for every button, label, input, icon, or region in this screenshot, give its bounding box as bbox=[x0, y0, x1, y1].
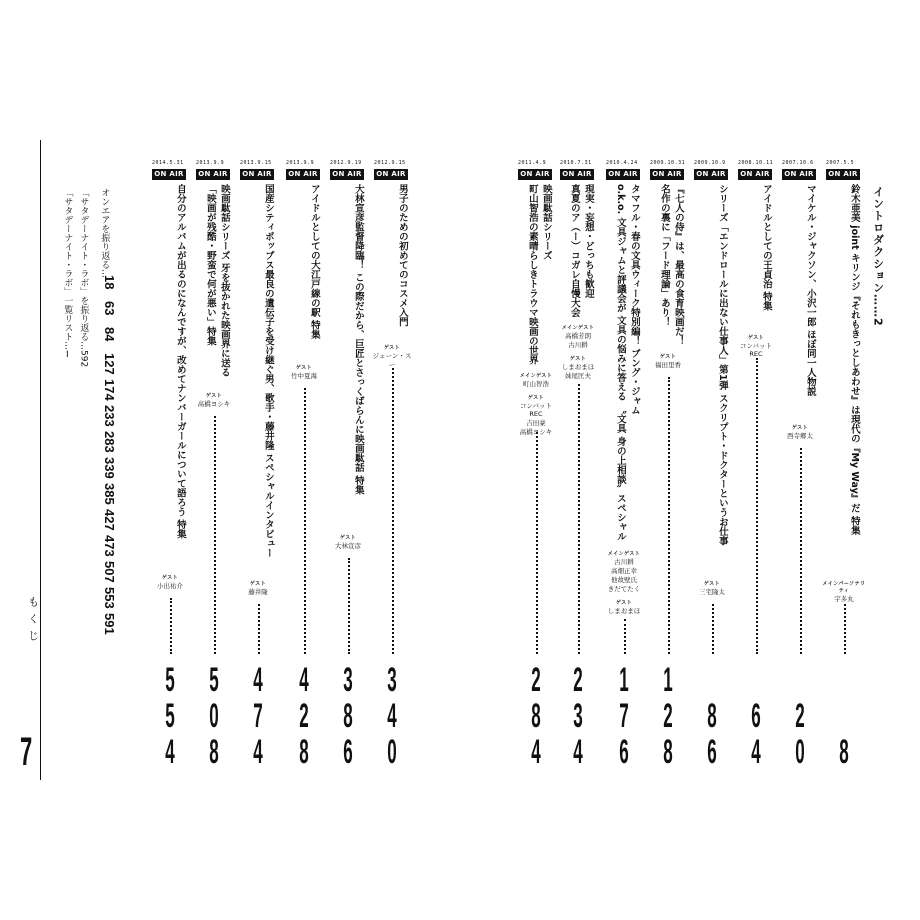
guest-name: 西寺郷太 bbox=[787, 432, 813, 440]
entry-title-line: マイケル・ジャクソン、小沢一郎 ほぼ同一人物説 bbox=[804, 184, 816, 397]
entry-title-line: 町山智浩の素晴らしきトラウマ映画の世界 bbox=[526, 184, 538, 365]
leader-dots bbox=[392, 368, 394, 654]
guest-name: 高橋芳朗 bbox=[565, 332, 591, 341]
entry-page-number bbox=[782, 698, 818, 770]
leader-dots bbox=[348, 558, 350, 654]
entry-title-line: 男子のための初めてのコスメ入門 bbox=[396, 184, 408, 327]
guest-block bbox=[646, 353, 690, 369]
guest-role: ゲスト bbox=[791, 425, 809, 431]
page-digit: 8 bbox=[663, 733, 673, 771]
page-digit: 5 bbox=[165, 661, 175, 699]
guest-block bbox=[326, 534, 370, 550]
page-digit: 8 bbox=[531, 697, 541, 735]
onair-page-list bbox=[96, 275, 118, 639]
guest-role: ゲスト bbox=[527, 395, 545, 402]
on-air-badge: ON AIR bbox=[330, 169, 364, 180]
entry-page-number bbox=[240, 662, 276, 770]
page-digit: 0 bbox=[209, 697, 219, 735]
air-date: 2007.10.6 bbox=[782, 160, 814, 166]
entry-page-number bbox=[650, 662, 686, 770]
page-digit: 3 bbox=[343, 661, 353, 699]
air-date: 2010.4.24 bbox=[606, 160, 638, 166]
toc-entry[interactable] bbox=[152, 160, 188, 770]
page-digit: 0 bbox=[795, 733, 805, 771]
guest-role: ゲスト bbox=[747, 335, 765, 341]
entry-page-number bbox=[826, 734, 862, 770]
guest-role: ゲスト bbox=[205, 392, 223, 399]
toc-entry[interactable] bbox=[650, 160, 686, 770]
page-digit: 8 bbox=[299, 733, 309, 771]
on-air-badge: ON AIR bbox=[240, 169, 274, 180]
labo-review-entry[interactable]: 「サタデーナイト・ラボ」を振り返る…592 bbox=[78, 188, 89, 368]
guest-block bbox=[148, 574, 192, 590]
entry-page-number bbox=[330, 662, 366, 770]
onair-page-number[interactable]: 63 bbox=[102, 301, 117, 316]
on-air-badge: ON AIR bbox=[606, 169, 640, 180]
page-digit: 4 bbox=[387, 697, 397, 735]
guest-block bbox=[236, 580, 280, 596]
air-date: 2013.9.15 bbox=[240, 160, 272, 166]
guest-name: 大林宣彦 bbox=[335, 542, 361, 550]
guest-name: コンバットREC bbox=[739, 342, 773, 358]
leader-dots bbox=[668, 377, 670, 654]
page-digit: 5 bbox=[209, 661, 219, 699]
entry-title-line: 大林宣彦監督降臨！ この際だから、巨匠とさっくばらんに映画駄話 特集 bbox=[352, 184, 364, 495]
page-number: 7 bbox=[20, 730, 33, 774]
onair-page-number[interactable]: 553 bbox=[102, 587, 117, 609]
toc-entry[interactable] bbox=[738, 160, 774, 770]
entry-title-line: 鈴木亜美 joint キリンジ『それもきっとしあわせ』は現代の『My Way』だ 特集 bbox=[848, 184, 860, 536]
on-air-badge: ON AIR bbox=[738, 169, 772, 180]
toc-entry[interactable] bbox=[694, 160, 730, 770]
onair-page-number[interactable]: 385 bbox=[102, 483, 117, 505]
labo-list-entry[interactable]: 「サタデーナイト・ラボ」一覧リスト…Ⅰ bbox=[62, 188, 73, 360]
entry-page-number bbox=[560, 662, 596, 770]
entry-title-line: タマフル・春の文具ウィーク特別編！ ブング・ジャム bbox=[628, 184, 640, 416]
air-date: 2008.10.11 bbox=[738, 160, 774, 166]
on-air-badge: ON AIR bbox=[826, 169, 860, 180]
page-digit: 6 bbox=[751, 697, 761, 735]
page-digit: 1 bbox=[663, 661, 673, 699]
page-digit: 1 bbox=[619, 661, 629, 699]
air-date: 2010.7.31 bbox=[560, 160, 592, 166]
on-air-badge: ON AIR bbox=[374, 169, 408, 180]
page-digit: 4 bbox=[165, 733, 175, 771]
on-air-badge: ON AIR bbox=[286, 169, 320, 180]
guest-role: ゲスト bbox=[249, 581, 267, 587]
leader-dots bbox=[214, 416, 216, 654]
air-date: 2012.9.19 bbox=[330, 160, 362, 166]
toc-entry[interactable] bbox=[286, 160, 322, 770]
air-date: 2011.4.9 bbox=[518, 160, 547, 166]
guest-role: ゲスト bbox=[295, 365, 313, 371]
guest-block bbox=[690, 580, 734, 596]
guest-role: メインゲスト bbox=[607, 551, 641, 557]
onair-page-number[interactable]: 339 bbox=[102, 457, 117, 479]
toc-entry[interactable] bbox=[240, 160, 276, 770]
page-digit: 5 bbox=[165, 697, 175, 735]
guest-role: ゲスト bbox=[339, 535, 357, 541]
guest-name: 古川耕 bbox=[614, 558, 634, 566]
onair-page-number[interactable]: 507 bbox=[102, 561, 117, 583]
entry-page-number bbox=[606, 662, 642, 770]
leader-dots bbox=[712, 604, 714, 654]
air-date: 2009.10.9 bbox=[694, 160, 726, 166]
guest-block bbox=[370, 344, 414, 369]
page-digit: 2 bbox=[531, 661, 541, 699]
page-digit: 4 bbox=[299, 661, 309, 699]
air-date: 2013.9.9 bbox=[196, 160, 225, 166]
guest-role: ゲスト bbox=[161, 575, 179, 581]
guest-block bbox=[514, 372, 558, 436]
toc-entry[interactable] bbox=[518, 160, 554, 770]
toc-entry[interactable] bbox=[330, 160, 366, 770]
entry-title-line: 国産シティポップス最良の遺伝子を受け継ぐ男、歌手・藤井隆 スペシャルインタビュー bbox=[262, 184, 274, 558]
toc-entry[interactable] bbox=[560, 160, 596, 770]
leader-dots bbox=[304, 388, 306, 654]
guest-block bbox=[192, 392, 236, 408]
page-digit: 6 bbox=[343, 733, 353, 771]
guest-role: メインパーソナリティ bbox=[822, 581, 866, 594]
onair-page-number[interactable]: 18 bbox=[102, 275, 117, 290]
guest-name: 福田里香 bbox=[655, 361, 681, 370]
guest-name: 高橋ヨシキ bbox=[197, 399, 231, 408]
leader-dots bbox=[170, 598, 172, 654]
leader-dots bbox=[800, 448, 802, 654]
on-air-badge: ON AIR bbox=[560, 169, 594, 180]
entry-page-number bbox=[196, 662, 232, 770]
on-air-badge: ON AIR bbox=[518, 169, 552, 180]
entry-title-line: 映画駄話シリーズ 牙を抜かれた映画界に送る bbox=[218, 184, 230, 378]
guest-name: 宇多丸 bbox=[834, 595, 854, 603]
guest-name: しまおまほ bbox=[561, 363, 595, 372]
air-date: 2007.5.5 bbox=[826, 160, 855, 166]
intro-entry[interactable]: イントロダクション……2 bbox=[871, 186, 885, 327]
page-digit: 8 bbox=[209, 733, 219, 771]
page-digit: 4 bbox=[531, 733, 541, 771]
page-digit: 7 bbox=[619, 697, 629, 735]
entry-title-line: 真夏のア（ー）コガレ自慢大会 bbox=[568, 184, 580, 317]
page-digit: 6 bbox=[619, 733, 629, 771]
onair-page-number[interactable]: 473 bbox=[102, 535, 117, 557]
entry-title-line: 自分のアルバムが出るのになんですが、改めてナンバーガールについて語ろう 特集 bbox=[174, 184, 186, 539]
onair-page-number[interactable]: 174 bbox=[102, 379, 117, 401]
page-digit: 0 bbox=[387, 733, 397, 771]
guest-block bbox=[778, 424, 822, 440]
guest-name: きだてたく bbox=[607, 585, 641, 593]
entry-title-line: アイドルとしての大江戸線の駅 特集 bbox=[308, 184, 320, 340]
onair-page-number[interactable]: 233 bbox=[102, 405, 117, 427]
guest-name: ジェーン・スー bbox=[372, 352, 412, 369]
entry-title-line: 映画駄話シリーズ bbox=[540, 184, 552, 260]
leader-dots bbox=[756, 358, 758, 654]
toc-entry[interactable] bbox=[374, 160, 410, 770]
guest-name: 三宅隆太 bbox=[699, 588, 725, 596]
on-air-badge: ON AIR bbox=[694, 169, 728, 180]
entry-page-number bbox=[374, 662, 410, 770]
onair-page-number[interactable]: 591 bbox=[102, 613, 117, 635]
leader-dots bbox=[844, 604, 846, 654]
on-air-badge: ON AIR bbox=[650, 169, 684, 180]
page-digit: 2 bbox=[795, 697, 805, 735]
onair-page-number[interactable]: 84 bbox=[102, 327, 117, 342]
toc-entry[interactable] bbox=[822, 160, 866, 771]
entry-page-number bbox=[738, 698, 774, 770]
entry-title-line: o.k.o. 文具ジャムと評議会が 文具の悩みに答える 〝文具 身の上相談〟スペシャル bbox=[614, 184, 626, 541]
page-digit: 2 bbox=[573, 661, 583, 699]
onair-page-number[interactable]: 127 bbox=[102, 353, 117, 375]
page-digit: 4 bbox=[253, 733, 263, 771]
onair-page-number[interactable]: 283 bbox=[102, 431, 117, 453]
page-digit: 8 bbox=[343, 697, 353, 735]
guest-name: 町山智浩 bbox=[523, 380, 549, 389]
guest-name: 吉田豪 bbox=[526, 419, 546, 428]
onair-review-label: オンエアを振り返る… bbox=[99, 188, 110, 278]
guest-role: ゲスト bbox=[569, 356, 587, 363]
entry-title-line: 『七人の侍』は、最高の食育映画だ！ bbox=[672, 184, 684, 346]
on-air-badge: ON AIR bbox=[196, 169, 230, 180]
page-digit: 8 bbox=[839, 733, 849, 771]
entry-title-line: シリーズ「エンドロールに出ない仕事人」第1弾 スクリプト・ドクターというお仕事 bbox=[716, 184, 728, 546]
leader-dots bbox=[536, 432, 538, 654]
guest-block bbox=[282, 364, 326, 380]
entry-page-number bbox=[518, 662, 554, 770]
air-date: 2009.10.31 bbox=[650, 160, 686, 166]
entry-page-number bbox=[286, 662, 322, 770]
leader-dots bbox=[258, 604, 260, 654]
page-digit: 4 bbox=[573, 733, 583, 771]
guest-name: 他故壁氏 bbox=[611, 576, 637, 584]
page-digit: 4 bbox=[253, 661, 263, 699]
guest-role: メインゲスト bbox=[561, 325, 595, 332]
toc-entry[interactable] bbox=[606, 160, 642, 770]
page-digit: 6 bbox=[707, 733, 717, 771]
page-digit: 2 bbox=[663, 697, 673, 735]
guest-name: 藤井隆 bbox=[248, 588, 268, 596]
guest-name: 小出祐介 bbox=[157, 582, 183, 590]
air-date: 2013.9.9 bbox=[286, 160, 315, 166]
guest-name: 竹中夏海 bbox=[291, 372, 317, 380]
toc-entry[interactable] bbox=[196, 160, 232, 770]
guest-block bbox=[822, 580, 866, 603]
page-digit: 3 bbox=[573, 697, 583, 735]
guest-block bbox=[734, 334, 778, 358]
onair-page-number[interactable]: 427 bbox=[102, 509, 117, 531]
guest-role: ゲスト bbox=[615, 600, 633, 606]
entry-title-line: 現実・妄想・どっちも歓迎 bbox=[582, 184, 594, 298]
page-digit: 3 bbox=[387, 661, 397, 699]
guest-role: ゲスト bbox=[659, 354, 677, 361]
on-air-badge: ON AIR bbox=[152, 169, 186, 180]
entry-page-number bbox=[694, 698, 730, 770]
entry-title-line: 「映画が残酷・野蛮で何が悪い」特集 bbox=[204, 184, 216, 346]
page-label: もくじ bbox=[26, 596, 40, 647]
entry-page-number bbox=[152, 662, 188, 770]
guest-name: 古川耕 bbox=[568, 341, 588, 350]
leader-dots bbox=[624, 619, 626, 654]
guest-block bbox=[556, 324, 600, 380]
page-digit: 8 bbox=[707, 697, 717, 735]
guest-name: コンバットREC bbox=[519, 402, 553, 419]
page-digit: 2 bbox=[299, 697, 309, 735]
page-digit: 7 bbox=[253, 697, 263, 735]
guest-role: メインゲスト bbox=[519, 373, 553, 380]
page-digit: 4 bbox=[751, 733, 761, 771]
leader-dots bbox=[578, 384, 580, 654]
toc-entry[interactable] bbox=[782, 160, 818, 770]
entry-title-line: アイドルとしての王貞治 特集 bbox=[760, 184, 772, 311]
guest-name: 高橋ヨシキ bbox=[519, 428, 553, 437]
guest-role: ゲスト bbox=[383, 345, 401, 351]
air-date: 2014.5.31 bbox=[152, 160, 184, 166]
entry-title-line: 名作の裏に「フード理論」あり！ bbox=[658, 184, 670, 327]
guest-name: 高畑正幸 bbox=[611, 567, 637, 575]
on-air-badge: ON AIR bbox=[782, 169, 816, 180]
margin-rule bbox=[40, 140, 41, 780]
guest-block bbox=[602, 550, 646, 615]
air-date: 2012.9.15 bbox=[374, 160, 406, 166]
guest-name: しまおまほ bbox=[607, 607, 641, 615]
guest-role: ゲスト bbox=[703, 581, 721, 587]
guest-name: 妹尾匡夫 bbox=[565, 372, 591, 381]
